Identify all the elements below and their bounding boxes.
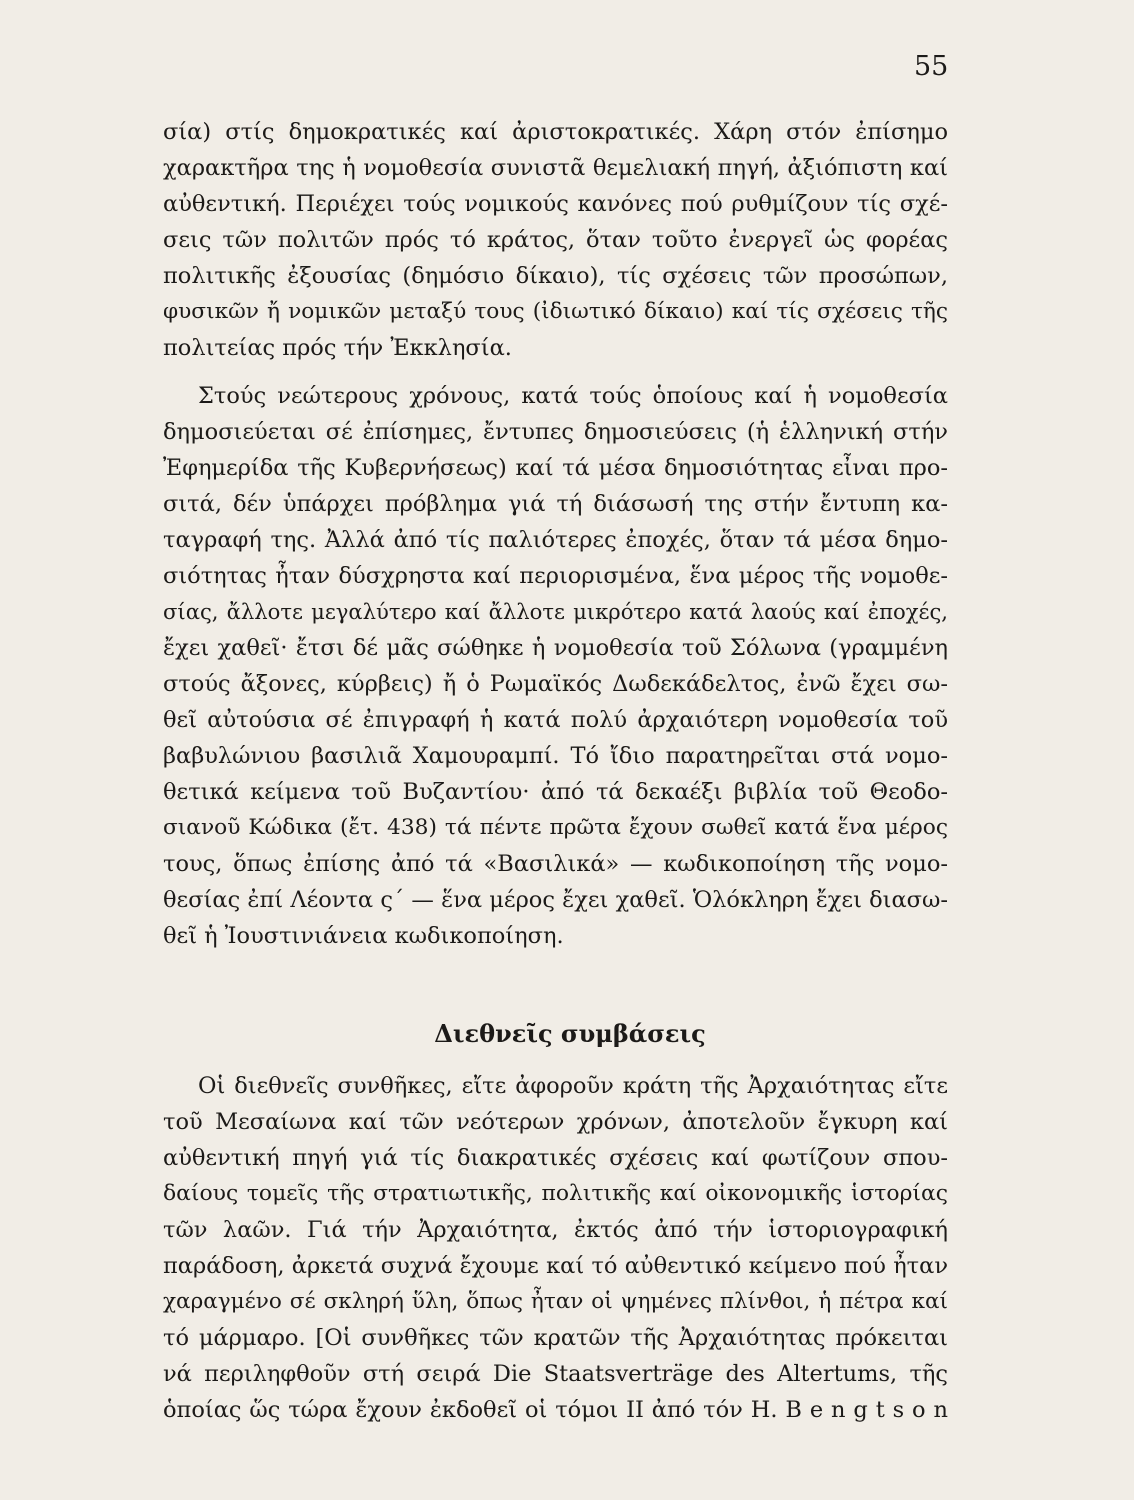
section-heading [0,1016,1134,1052]
text-line: αὐθεντική. Περιέχει τούς νομικούς κανόνες πού ρυθμίζουν τίς σχέ- [163,191,948,217]
text-line: δημοσιεύεται σέ ἐπίσημες, ἔντυπες δημοσιεύσεις (ἡ ἑλληνική στήν [163,419,948,445]
text-line: σιανοῦ Κώδικα (ἔτ. 438) τά πέντε πρῶτα ἔχουν σωθεῖ κατά ἕνα μέρος [163,815,948,840]
text-line: παράδοση, ἀρκετά συχνά ἔχουμε καί τό αὐθεντικό κείμενο πού ἦταν [163,1253,948,1279]
text-line: ὁποίας ὥς τώρα ἔχουν ἐκδοθεῖ οἱ τόμοι II ἀπό τόν H. B e n g t s o n [163,1397,948,1423]
text-line: πολιτικῆς ἐξουσίας (δημόσιο δίκαιο), τίς σχέσεις τῶν προσώπων, [163,263,948,289]
page-number: 55 [914,51,949,82]
text-line: τοῦ Μεσαίωνα καί τῶν νεότερων χρόνων, ἀποτελοῦν ἔγκυρη καί [163,1109,948,1135]
text-line: θετικά κείμενα τοῦ Βυζαντίου· ἀπό τά δεκαέξι βιβλία τοῦ Θεοδο- [163,779,948,805]
text-line: Στούς νεώτερους χρόνους, κατά τούς ὁποίους καί ἡ νομοθεσία [198,383,948,409]
text-line: πολιτείας πρός τήν Ἐκκλησία. [163,335,512,361]
text-line: τό μάρμαρο. [Οἱ συνθῆκες τῶν κρατῶν τῆς Ἀρχαιότητας πρόκειται [163,1325,948,1351]
text-line: χαραγμένο σέ σκληρή ὕλη, ὅπως ἦταν οἱ ψημένες πλίνθοι, ἡ πέτρα καί [163,1289,948,1314]
paragraph-2 [163,378,948,954]
text-line: δαίους τομεῖς τῆς στρατιωτικῆς, πολιτικῆς καί οἰκονομικῆς ἱστορίας [163,1181,948,1206]
text-line: στούς ἄξονες, κύρβεις) ἤ ὁ Ρωμαϊκός Δωδεκάδελτος, ἐνῶ ἔχει σω- [163,671,948,697]
paragraph-3 [163,1068,948,1428]
text-line: σεις τῶν πολιτῶν πρός τό κράτος, ὅταν τοῦτο ἐνεργεῖ ὡς φορέας [163,227,948,253]
text-line: θεῖ αὐτούσια σέ ἐπιγραφή ἡ κατά πολύ ἀρχαιότερη νομοθεσία τοῦ [163,707,948,733]
text-line: ἔχει χαθεῖ· ἔτσι δέ μᾶς σώθηκε ἡ νομοθεσία τοῦ Σόλωνα (γραμμένη [163,635,948,661]
text-line: φυσικῶν ἤ νομικῶν μεταξύ τους (ἰδιωτικό δίκαιο) καί τίς σχέσεις τῆς [163,299,948,324]
text-line: αὐθεντική πηγή γιά τίς διακρατικές σχέσεις καί φωτίζουν σπου- [163,1145,948,1171]
text-line: Ἐφημερίδα τῆς Κυβερνήσεως) καί τά μέσα δημοσιότητας εἶναι προ- [163,455,948,481]
text-line: τῶν λαῶν. Γιά τήν Ἀρχαιότητα, ἐκτός ἀπό τήν ἱστοριογραφική [163,1217,948,1243]
text-line: σιότητας ἦταν δύσχρηστα καί περιορισμένα, ἕνα μέρος τῆς νομοθε- [163,563,948,589]
text-line: σιτά, δέν ὑπάρχει πρόβλημα γιά τή διάσωσή της στήν ἔντυπη κα- [163,491,948,517]
text-line: βαβυλώνιου βασιλιᾶ Χαμουραμπί. Τό ἴδιο παρατηρεῖται στά νομο- [163,743,948,769]
section-heading-text: Διεθνεῖς συμβάσεις [434,1019,706,1048]
text-line: θεῖ ἡ Ἰουστινιάνεια κωδικοποίηση. [163,923,564,949]
text-line: Οἱ διεθνεῖς συνθῆκες, εἴτε ἀφοροῦν κράτη τῆς Ἀρχαιότητας εἴτε [198,1073,948,1099]
text-line: σία) στίς δημοκρατικές καί ἀριστοκρατικές. Χάρη στόν ἐπίσημο [163,119,948,145]
text-line: νά περιληφθοῦν στή σειρά Die Staatsverträge des Altertums, τῆς [163,1361,948,1387]
text-line: τους, ὅπως ἐπίσης ἀπό τά «Βασιλικά» — κωδικοποίηση τῆς νομο- [163,851,948,877]
text-line: ταγραφή της. Ἀλλά ἀπό τίς παλιότερες ἐποχές, ὅταν τά μέσα δημο- [163,527,948,553]
text-line: σίας, ἄλλοτε μεγαλύτερο καί ἄλλοτε μικρότερο κατά λαούς καί ἐποχές, [163,599,948,624]
paragraph-1 [163,114,948,366]
text-line: θεσίας ἐπί Λέοντα ς΄ — ἕνα μέρος ἔχει χαθεῖ. Ὁλόκληρη ἔχει διασω- [163,887,948,913]
text-line: χαρακτῆρα της ἡ νομοθεσία συνιστᾶ θεμελιακή πηγή, ἀξιόπιστη καί [163,155,948,181]
